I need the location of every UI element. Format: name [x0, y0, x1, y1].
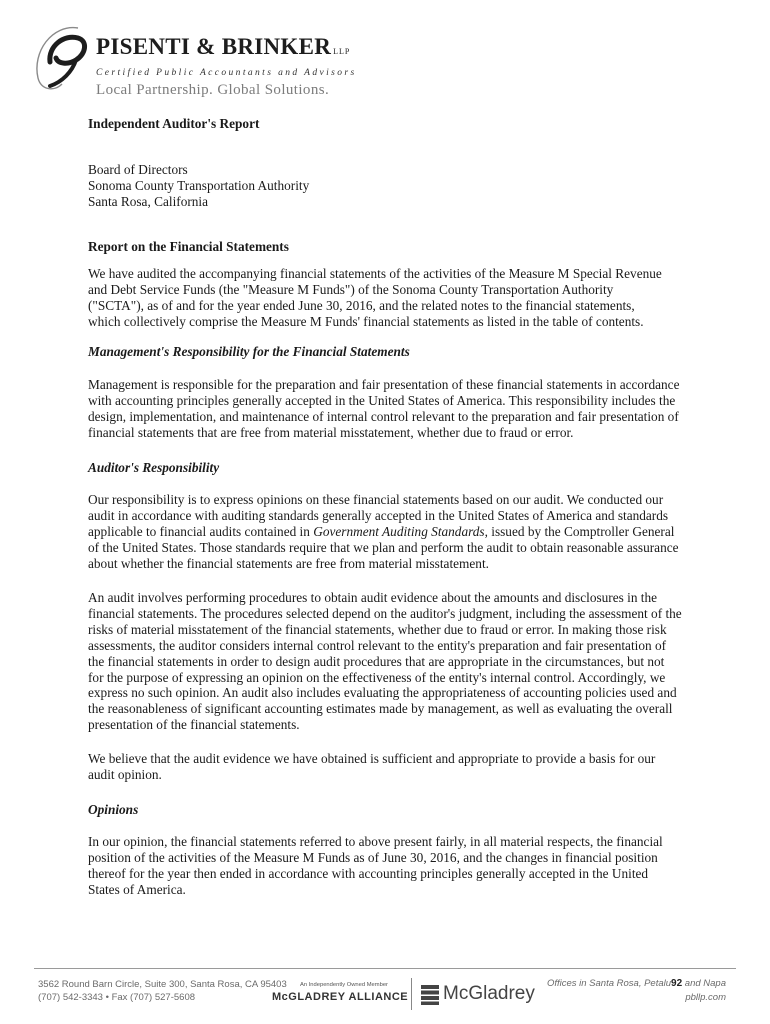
opinions-heading: Opinions [88, 802, 139, 817]
paragraph-line: audit opinion. [88, 766, 162, 782]
paragraph-line: An audit involves performing procedures to obtain audit evidence about the amounts and disclosures in the [88, 590, 658, 605]
paragraph-line: the reasonableness of significant accounting estimates made by management, as well as evaluating the overall [88, 701, 673, 717]
paragraph-line: express no such opinion. An audit also includes evaluating the appropriateness of accounting policies used and [88, 685, 677, 701]
mcgladrey-alliance-name: McGLADREY ALLIANCE [272, 991, 409, 1003]
addressee-line: Board of Directors [88, 162, 188, 177]
opinions-paragraph [88, 834, 692, 898]
firm-slogan: Local Partnership. Global Solutions. [96, 82, 330, 98]
footer-website: pbllp.com [685, 992, 726, 1003]
paragraph-line: assessments, the auditor considers internal control relevant to the entity's preparation and fair presentation of [88, 637, 667, 653]
text-segment: applicable to financial audits contained in [88, 523, 314, 539]
paragraph-line: Management is responsible for the preparation and fair presentation of these financial statements in accordance [88, 377, 680, 392]
paragraph-line: risks of material misstatement of the financial statements, whether due to fraud or error. In making those risk [88, 621, 667, 637]
firm-tagline: Certified Public Accountants and Advisors [96, 68, 357, 78]
offices-text: Offices in Santa Rosa, Petalu [546, 978, 672, 989]
paragraph-line: of the United States. Those standards require that we plan and perform the audit to obtain reasonable assurance [88, 539, 679, 555]
firm-name [96, 34, 350, 60]
footer-address [38, 978, 287, 1004]
footer-divider-line [34, 968, 736, 969]
auditor-heading: Auditor's Responsibility [88, 460, 220, 475]
firm-suffix: LLP [333, 47, 351, 56]
pisenti-brinker-logo-icon [28, 22, 92, 94]
paragraph-line: financial statements that are free from material misstatement, whether due to fraud or error. [88, 424, 574, 440]
mcgladrey-wordmark: McGladrey [443, 983, 535, 1004]
footer-vertical-divider [411, 978, 412, 1010]
paragraph-line: Our responsibility is to express opinions on these financial statements based on our audit. We conducted our [88, 492, 664, 507]
firm-name-text: PISENTI & BRINKER [96, 34, 332, 59]
paragraph-line: States of America. [88, 881, 186, 897]
paragraph-line: for the purpose of expressing an opinion on the effectiveness of the entity's internal control. Accordingly, we [88, 669, 666, 685]
offices-block [520, 977, 726, 1005]
government-auditing-standards: Government Auditing Standards [313, 523, 485, 539]
alliance-member-note: An Independently Owned Member [300, 982, 388, 988]
addressee-line: Sonoma County Transportation Authority [88, 177, 310, 193]
paragraph-line: position of the activities of the Measure M Funds as of June 30, 2016, and the changes in financial position [88, 849, 658, 865]
management-paragraph [88, 377, 692, 441]
paragraph-line: ("SCTA"), as of and for the year ended June 30, 2016, and the related notes to the financial statements, [88, 297, 635, 313]
text-segment: , issued by the Comptroller General [484, 523, 675, 539]
report-title: Independent Auditor's Report [88, 116, 260, 131]
mcgladrey-logo-icon [421, 985, 439, 1005]
page-number: 92 [671, 978, 683, 989]
paragraph-line: the financial statements in order to design audit procedures that are appropriate in the circumstances, but not [88, 653, 665, 669]
paragraph-line [88, 524, 692, 540]
paragraph-line: with accounting principles generally accepted in the United States of America. This responsibility includes the [88, 392, 676, 408]
paragraph-line: thereof for the year then ended in accordance with accounting principles generally accepted in the United [88, 865, 649, 881]
auditor-paragraph-3 [88, 751, 692, 783]
paragraph-line: financial statements. The procedures selected depend on the auditor's judgment, including the assessment of the [88, 605, 682, 621]
footer-address-line: 3562 Round Barn Circle, Suite 300, Santa Rosa, CA 95403 [38, 979, 287, 990]
offices-text: and Napa [682, 978, 726, 989]
auditor-paragraph-1 [88, 492, 692, 572]
paragraph-line: We believe that the audit evidence we have obtained is sufficient and appropriate to provide a basis for our [88, 751, 656, 766]
management-heading: Management's Responsibility for the Financial Statements [88, 344, 410, 359]
paragraph-line: about whether the financial statements are free from material misstatement. [88, 555, 489, 571]
paragraph-line: design, implementation, and maintenance of internal control relevant to the preparation and fair presentation of [88, 408, 679, 424]
paragraph-line: which collectively comprise the Measure M Funds' financial statements as listed in the table of contents. [88, 313, 644, 329]
auditor-paragraph-2 [88, 590, 692, 733]
paragraph-line: In our opinion, the financial statements referred to above present fairly, in all material respects, the financial [88, 834, 663, 849]
intro-paragraph [88, 266, 692, 330]
footer-phone-line: (707) 542-3343 • Fax (707) 527-5608 [38, 992, 196, 1003]
offices-line [520, 977, 726, 991]
paragraph-line: audit in accordance with auditing standards generally accepted in the United States of America and standards [88, 507, 669, 523]
addressee-block [88, 162, 692, 210]
section-heading: Report on the Financial Statements [88, 239, 289, 254]
paragraph-line: We have audited the accompanying financial statements of the activities of the Measure M Special Revenue [88, 266, 662, 281]
addressee-line: Santa Rosa, California [88, 193, 209, 209]
paragraph-line: presentation of the financial statements. [88, 717, 300, 733]
paragraph-line: and Debt Service Funds (the "Measure M Funds") of the Sonoma County Transportation Authority [88, 281, 614, 297]
